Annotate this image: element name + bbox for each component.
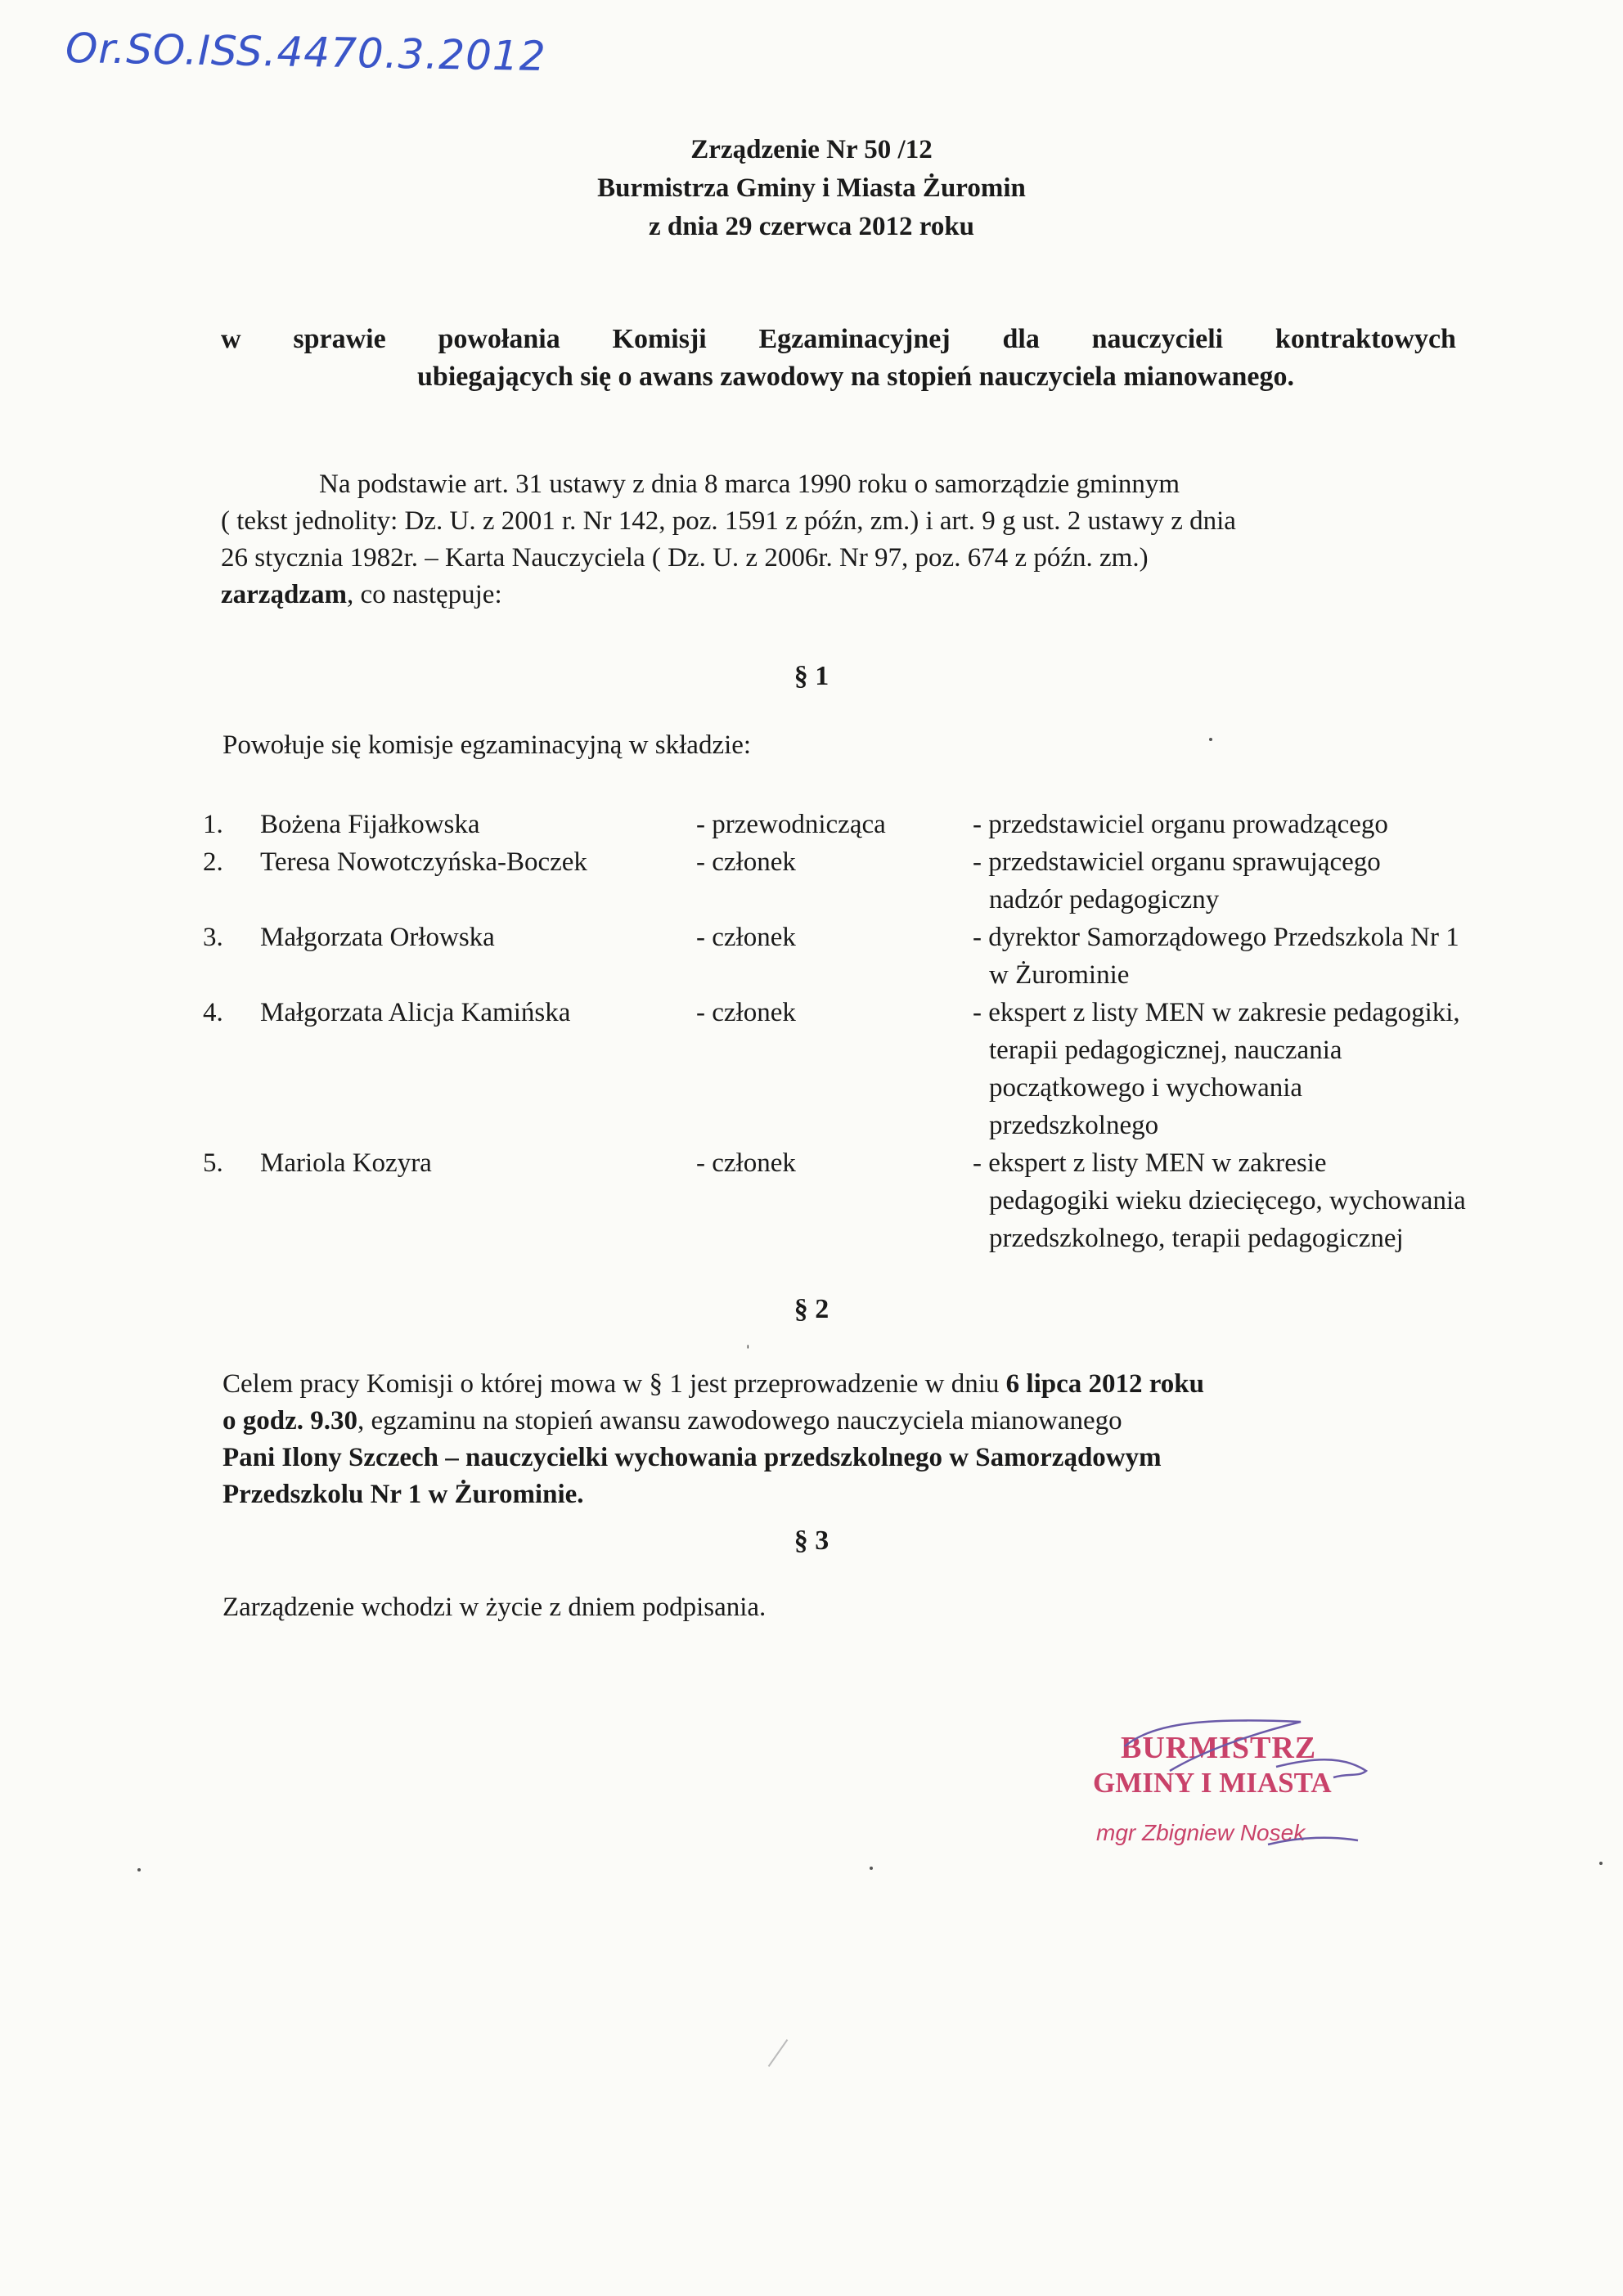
member-number: 1. [203,810,223,839]
section-2-heading: § 2 [794,1294,829,1324]
legal-basis-line: ( tekst jednolity: Dz. U. z 2001 r. Nr 142, poz. 1591 z późn, zm.) i art. 9 g ust. 2 ustawy z dnia [221,506,1236,536]
purpose-text: , egzaminu na stopień awansu zawodowego nauczyciela mianowanego [357,1406,1122,1436]
member-description [973,919,1619,994]
subject-word: nauczycieli [1091,324,1224,354]
member-name: Teresa Nowotczyńska-Boczek [260,847,587,877]
handwritten-signature [1088,1714,1415,1861]
decree-tail: , co następuje: [346,580,502,609]
section-3-heading: § 3 [794,1525,829,1556]
member-description-line: - ekspert z listy MEN w zakresie [973,1148,1327,1178]
document-title [0,131,1623,246]
scan-speck [1599,1862,1603,1865]
subject-word: Komisji [612,324,707,354]
stamp-office: GMINY I MIASTA [1093,1767,1332,1799]
purpose-line-2 [223,1403,1456,1440]
scan-speck [1209,738,1212,741]
title-line-issuer: Burmistrza Gminy i Miasta Żuromin [597,173,1026,203]
member-number: 4. [203,998,223,1027]
subject-word: Egzaminacyjnej [758,324,951,354]
member-role: - członek [696,998,796,1027]
section-1-heading: § 1 [794,661,829,691]
legal-basis-line: 26 stycznia 1982r. – Karta Nauczyciela ( Dz. U. z 2006r. Nr 97, poz. 674 z późn. zm.) [221,543,1149,573]
member-number: 2. [203,847,223,877]
purpose-line-4 [223,1476,1456,1513]
member-description-line: nadzór pedagogiczny [989,885,1220,914]
subject-heading [221,321,1456,396]
member-role: - członek [696,923,796,952]
committee-intro: Powołuje się komisje egzaminacyjną w składzie: [223,730,752,760]
mayor-signature-stamp [1088,1714,1415,1861]
purpose-paragraph [223,1366,1456,1513]
legal-basis-line [221,577,1456,613]
committee-member-list [203,806,1623,1257]
member-description [973,806,1619,843]
member-role: - członek [696,847,796,877]
subject-word-w: w [221,324,241,354]
subject-line-1 [221,321,1456,358]
effective-date-clause: Zarządzenie wchodzi w życie z dniem podpisania. [223,1593,767,1622]
member-name: Bożena Fijałkowska [260,810,480,839]
exam-time: o godz. 9.30 [223,1406,357,1436]
purpose-line-1 [223,1366,1456,1403]
scan-speck [870,1867,873,1870]
member-role: - przewodnicząca [696,810,886,839]
purpose-text: Celem pracy Komisji o której mowa w § 1 jest przeprowadzenie w dniu [223,1369,1006,1399]
subject-word: powołania [438,324,560,354]
decree-keyword: zarządzam [221,580,347,609]
stamp-title: BURMISTRZ [1121,1731,1317,1765]
member-row [203,919,1623,994]
member-description-line: - przedstawiciel organu prowadzącego [973,810,1388,839]
member-row [203,1144,1623,1257]
title-line-date: z dnia 29 czerwca 2012 roku [648,212,975,241]
member-name: Małgorzata Alicja Kamińska [260,998,571,1027]
legal-basis-paragraph [221,466,1456,613]
member-number: 5. [203,1148,223,1178]
scan-speck [137,1868,141,1871]
subject-word: sprawie [293,324,386,354]
subject-word: kontraktowych [1275,324,1456,354]
member-description-line: terapii pedagogicznej, nauczania [989,1036,1342,1065]
stamp-signatory: mgr Zbigniew Nosek [1096,1820,1306,1845]
subject-line-2: ubiegających się o awans zawodowy na stopień nauczyciela mianowanego. [417,362,1294,392]
handwritten-reference-note: Or.SO.ISS.4470.3.2012 [65,24,547,81]
member-row [203,994,1623,1144]
subject-word: dla [1002,324,1040,354]
member-number: 3. [203,923,223,952]
title-line-ordinance: Zrządzenie Nr 50 /12 [690,135,933,164]
member-role: - członek [696,1148,796,1178]
member-description-line: początkowego i wychowania [989,1073,1303,1103]
member-description-line: - ekspert z listy MEN w zakresie pedagogiki, [973,998,1460,1027]
purpose-line-3 [223,1440,1456,1476]
candidate-school: Przedszkolu Nr 1 w Żurominie. [223,1480,584,1509]
member-description-line: przedszkolnego, terapii pedagogicznej [989,1224,1404,1253]
speck-mark: ˌ [744,1325,752,1349]
member-name: Małgorzata Orłowska [260,923,495,952]
legal-basis-line: Na podstawie art. 31 ustawy z dnia 8 marca 1990 roku o samorządzie gminnym [319,470,1180,499]
scan-mark [768,2039,789,2067]
member-description [973,1144,1619,1257]
member-description-line: - dyrektor Samorządowego Przedszkola Nr 1 [973,923,1459,952]
member-name: Mariola Kozyra [260,1148,432,1178]
member-description-line: w Żurominie [989,960,1130,990]
member-description-line: przedszkolnego [989,1111,1159,1140]
member-description-line: pedagogiki wieku dziecięcego, wychowania [989,1186,1466,1215]
member-row [203,806,1623,843]
member-description-line: - przedstawiciel organu sprawującego [973,847,1381,877]
member-description [973,843,1619,919]
exam-date: 6 lipca 2012 roku [1005,1369,1205,1399]
member-row [203,843,1623,919]
member-description [973,994,1619,1144]
candidate-name: Pani Ilony Szczech – nauczycielki wychowania przedszkolnego w Samorządowym [223,1443,1162,1472]
